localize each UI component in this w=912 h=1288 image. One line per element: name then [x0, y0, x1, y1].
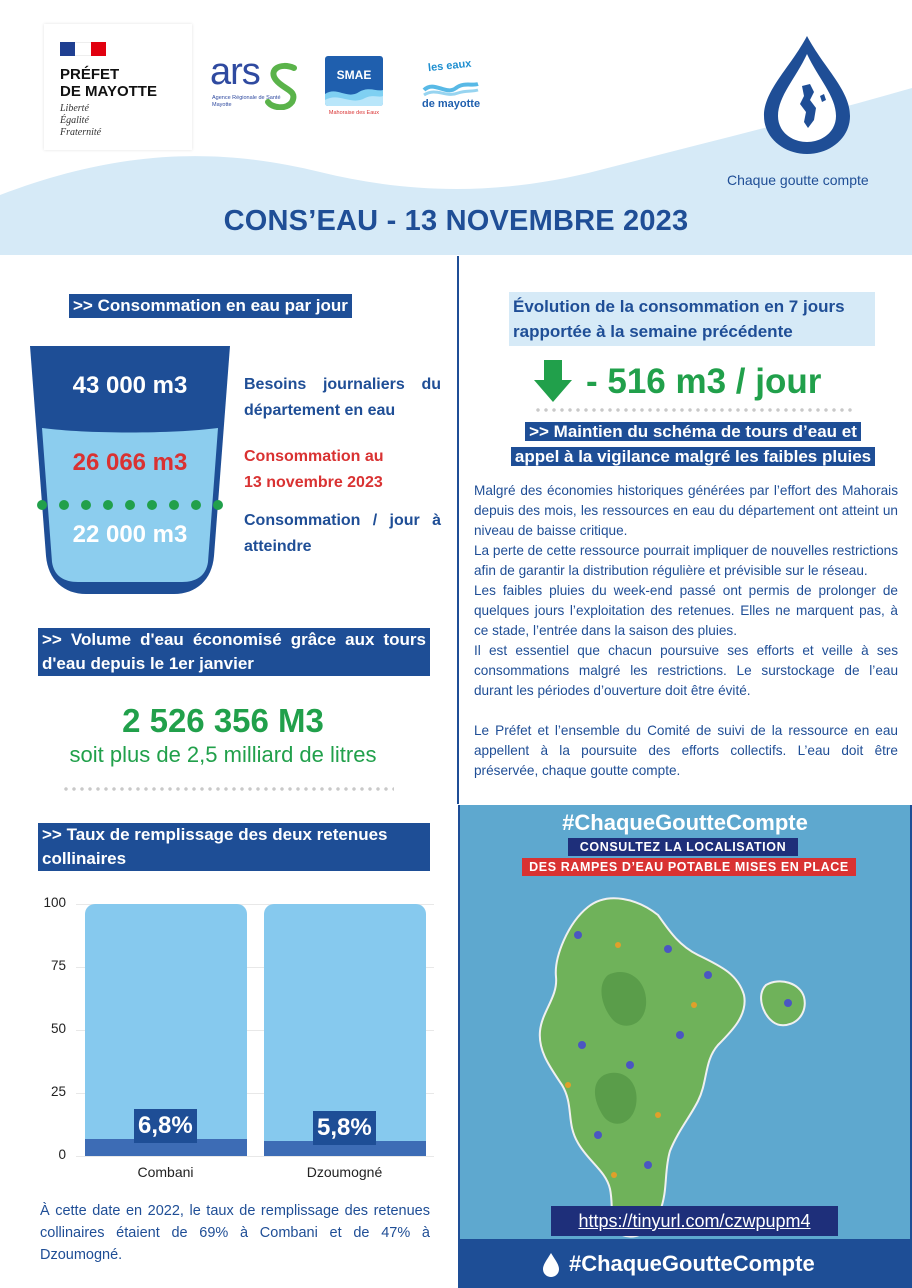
x-category-label: Combani	[137, 1164, 194, 1180]
evolution-heading: Évolution de la consommation en 7 jours rapportée à la semaine précédente	[509, 292, 875, 346]
current-consumption-value: 26 066 m3	[72, 449, 188, 476]
map-banner-bottom: DES RAMPES D’EAU POTABLE MISES EN PLACE	[522, 858, 856, 876]
evolution-body: Malgré des économies historiques générées par l’effort des Mahorais depuis des mois, les ressources en eau du département ont atteint un niveau de baisse critique. La perte de cette ressource pourrait impliquer de nouvelles restrictions afin de garantir la distribution régulière et prévisible sur le réseau. Les faibles pluies du week-end passé ont permis de prolonger de quelques jours l’exploitation des retenues. Elles ne marquent pas, à ce stade, l’entrée dans la saison des pluies. Il est essentiel que chacun poursuive ses efforts et veille à ses consommations malgré les restrictions. Le surstockage de l’eau durant les périodes d’ouverture doit être évité. Le Préfet et l’ensemble du Comité de suivi de la ressource en eau appellent à la poursuite des efforts collectifs. L’eau doit être préservée, chaque goutte compte.	[474, 483, 898, 778]
reservoirs-note: À cette date en 2022, le taux de remplissage des retenues collinaires étaient de 69% à Combani et de 47% à Dzoumogné.	[40, 1203, 430, 1263]
consumption-heading: >> Consommation en eau par jour	[69, 294, 352, 318]
chart-data-label: 6,8%	[134, 1109, 197, 1143]
vigilance-notice: >> Maintien du schéma de tours d’eau et appel à la vigilance malgré les faibles pluies	[491, 419, 895, 469]
evolution-value: - 516 m3 / jour	[586, 362, 822, 401]
y-tick-label: 0	[58, 1147, 66, 1162]
prefet-logo	[44, 24, 192, 150]
page-title: CONS’EAU - 13 NOVEMBRE 2023	[223, 205, 689, 237]
chart-gridline	[76, 1156, 434, 1157]
y-tick-label: 75	[50, 958, 66, 973]
needs-label: Besoins journaliers du département en eau	[244, 376, 441, 419]
needs-value: 43 000 m3	[72, 372, 188, 399]
mayotte-island-map	[518, 885, 858, 1245]
dotted-separator	[534, 408, 852, 412]
target-value: 22 000 m3	[72, 521, 188, 548]
x-category-label: Dzoumogné	[306, 1164, 383, 1180]
current-consumption-label: Consommation au 13 novembre 2023	[244, 448, 384, 491]
arrow-down-icon	[534, 360, 572, 402]
map-banner-top: CONSULTEZ LA LOCALISATION	[568, 838, 798, 856]
ars-logo: ars Agence Régionale de Santé Mayotte	[208, 58, 304, 118]
water-drop-icon	[542, 1252, 560, 1278]
chart-data-label: 5,8%	[313, 1111, 376, 1145]
prefet-name: PRÉFET DE MAYOTTE	[60, 66, 157, 100]
tagline: Chaque goutte compte	[727, 172, 869, 188]
smae-logo: SMAE Mahoraise des Eaux	[325, 56, 383, 120]
y-tick-label: 100	[43, 895, 66, 910]
map-hashtag: #ChaqueGoutteCompte	[562, 810, 808, 835]
column-divider	[457, 256, 459, 804]
eaux-de-mayotte-logo: les eaux de mayotte	[422, 57, 481, 110]
target-level-dotted-line	[32, 498, 228, 512]
y-tick-label: 50	[50, 1021, 66, 1036]
republic-motto: Liberté Égalité Fraternité	[60, 103, 102, 138]
dotted-separator	[62, 787, 394, 791]
water-drop-map-icon	[760, 34, 854, 156]
map-link[interactable]: https://tinyurl.com/czwpupm4	[551, 1206, 838, 1236]
y-tick-label: 25	[50, 1084, 66, 1099]
saved-volume-value: 2 526 356 M3	[122, 702, 324, 739]
ars-s-shape-icon	[264, 62, 300, 110]
saved-volume-heading: >> Volume d'eau économisé grâce aux tours d'eau depuis le 1er janvier	[38, 628, 430, 676]
reservoirs-heading: >> Taux de remplissage des deux retenues collinaires	[38, 823, 430, 871]
target-label: Consommation / jour à atteindre	[244, 512, 441, 555]
footer-hashtag[interactable]: #ChaqueGoutteCompte	[569, 1251, 815, 1276]
saved-volume-subtitle: soit plus de 2,5 milliard de litres	[69, 742, 377, 767]
reservoir-fill-chart	[0, 880, 456, 1190]
french-flag-icon	[60, 42, 106, 56]
